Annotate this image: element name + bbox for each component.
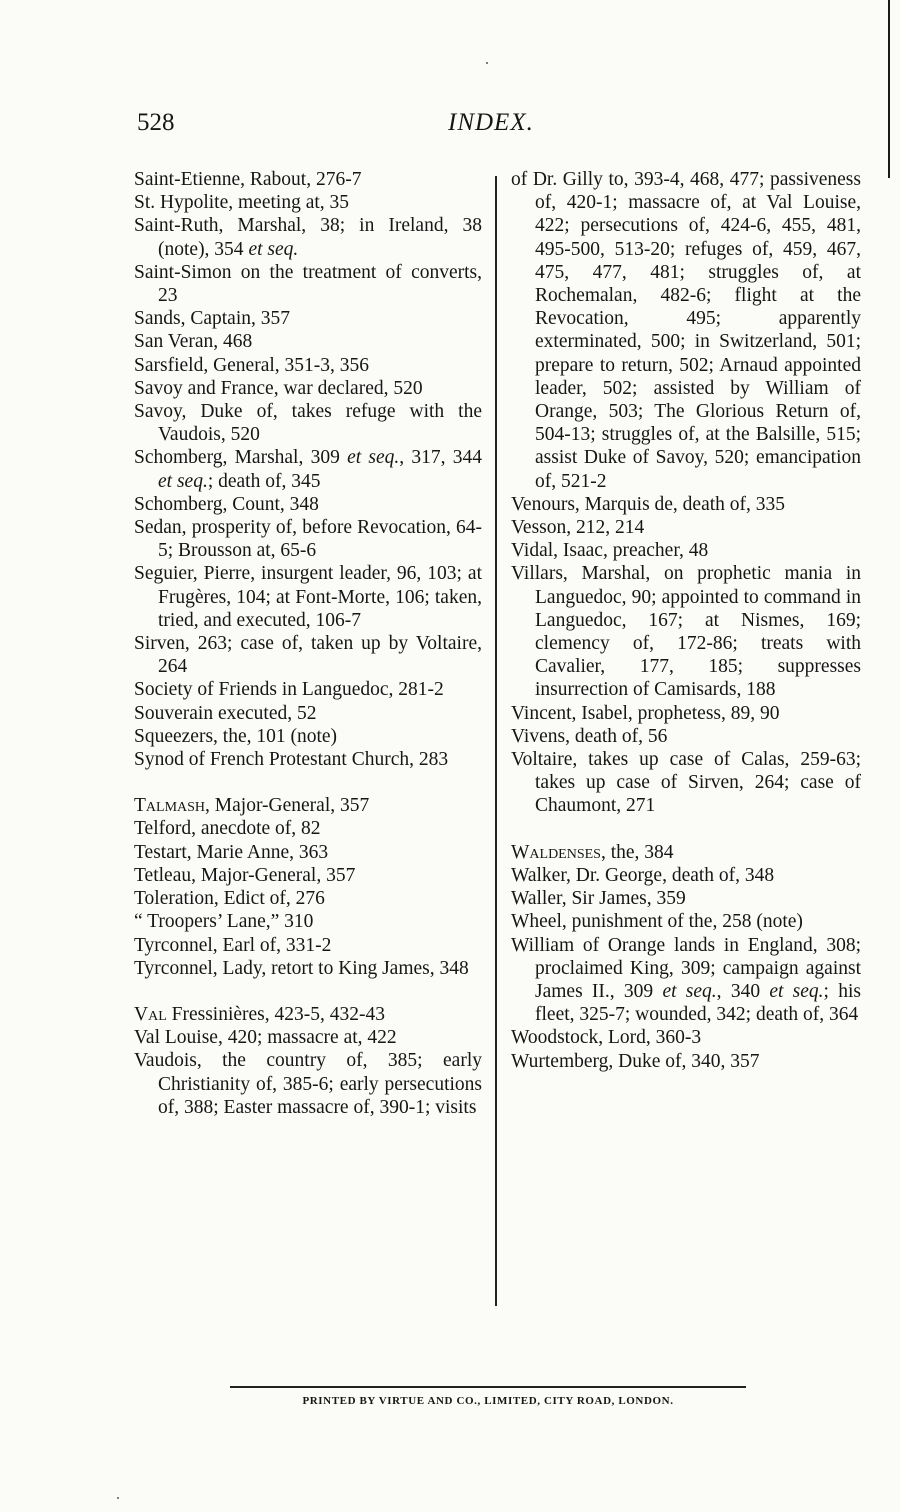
index-entry (134, 678, 482, 701)
entry-text: Savoy, Duke of, takes refuge with the Vaudois, 520 (134, 401, 482, 446)
entry-text: Saint-Simon on the treatment of converts, 23 (134, 261, 482, 307)
entry-text: Schomberg, Count, 348 (134, 493, 319, 515)
index-entry (134, 1026, 482, 1049)
section-gap (511, 818, 861, 841)
index-entry (134, 400, 482, 446)
speck (486, 62, 488, 64)
index-column-left (134, 168, 482, 1119)
entry-text: Venours, Marquis de, death of, 335 (511, 493, 786, 515)
column-divider (495, 176, 497, 1306)
speck (117, 1497, 119, 1499)
entry-lead-word: Waldenses (511, 841, 601, 863)
section-gap (134, 771, 482, 794)
entry-text: Tetleau, Major-General, 357 (134, 864, 356, 886)
entry-text: “ Troopers’ Lane,” 310 (134, 911, 314, 933)
entry-text: Walker, Dr. George, death of, 348 (511, 864, 775, 886)
index-entry (511, 887, 861, 910)
index-entry (511, 841, 861, 864)
entry-text: Sirven, 263; case of, taken up by Voltaire, 264 (134, 633, 482, 678)
entry-text: Savoy and France, war declared, 520 (134, 377, 423, 399)
entry-text: Vivens, death of, 56 (511, 725, 668, 747)
entry-lead-word: Talmash (134, 795, 206, 817)
index-entry (134, 354, 482, 377)
entry-text: Wheel, punishment of the, 258 (note) (511, 911, 803, 933)
entry-text: Fressinières, 423-5, 432-43 (166, 1003, 386, 1025)
index-entry (134, 1049, 482, 1119)
entry-text: Woodstock, Lord, 360-3 (511, 1027, 702, 1049)
entry-text: Schomberg, Marshal, 309 et seq., 317, 344 et seq.; death of, 345 (134, 447, 482, 492)
entry-text: Tyrconnel, Lady, retort to King James, 348 (134, 957, 469, 979)
index-entry (134, 377, 482, 400)
index-entry (134, 562, 482, 632)
index-entry (511, 493, 861, 516)
entry-text: Vincent, Isabel, prophetess, 89, 90 (511, 702, 780, 724)
entry-text: Villars, Marshal, on prophetic mania in Languedoc, 90; appointed to command in Languedoc, 167; at Nismes, 169; clemency of, 172-86; treats with Cavalier, 177, 185; suppresses insurrection of Camisards, 188 (511, 563, 861, 701)
section-gap (134, 980, 482, 1003)
entry-lead-word: Val (134, 1003, 167, 1025)
index-entry (134, 841, 482, 864)
entry-text: Squeezers, the, 101 (note) (134, 725, 338, 747)
entry-text: Souverain executed, 52 (134, 702, 317, 724)
index-entry (134, 934, 482, 957)
entry-text: San Veran, 468 (134, 331, 253, 353)
index-entry (134, 864, 482, 887)
entry-text: Saint-Etienne, Rabout, 276-7 (134, 169, 362, 190)
entry-text: , the, 384 (600, 841, 674, 863)
index-entry (134, 446, 482, 492)
index-entry (134, 214, 482, 260)
index-entry (134, 887, 482, 910)
index-entry (134, 910, 482, 933)
entry-text: Society of Friends in Languedoc, 281-2 (134, 679, 444, 701)
printer-imprint: PRINTED BY VIRTUE AND CO., LIMITED, CITY ROAD, LONDON. (302, 1395, 674, 1407)
index-entry (134, 702, 482, 725)
running-head: INDEX. (448, 109, 534, 136)
margin-rule (888, 0, 890, 178)
footer-rule (230, 1386, 746, 1388)
entry-text: Toleration, Edict of, 276 (134, 888, 325, 910)
entry-text: St. Hypolite, meeting at, 35 (134, 192, 350, 214)
entry-text: William of Orange lands in England, 308; proclaimed King, 309; campaign against James II., 309 et seq., 340 et seq.; his fleet, 325-7; wounded, 342; death of, 364 (511, 934, 861, 1026)
index-entry (511, 1050, 861, 1073)
entry-text: Tyrconnel, Earl of, 331-2 (134, 934, 332, 956)
index-entry (511, 539, 861, 562)
entry-text: Sarsfield, General, 351-3, 356 (134, 354, 370, 376)
index-entry (134, 168, 482, 191)
index-entry (134, 632, 482, 678)
entry-text: Vesson, 212, 214 (511, 517, 645, 539)
entry-text: Sands, Captain, 357 (134, 308, 290, 330)
entry-text: Synod of French Protestant Church, 283 (134, 749, 449, 771)
entry-text: , Major-General, 357 (205, 795, 370, 817)
index-entry (511, 702, 861, 725)
entry-text: Sedan, prosperity of, before Revocation, 64-5; Brousson at, 65-6 (134, 517, 482, 562)
index-entry (134, 1003, 482, 1026)
index-column-right (511, 168, 861, 1073)
entry-text: Val Louise, 420; massacre at, 422 (134, 1027, 397, 1049)
index-entry (134, 307, 482, 330)
entry-text: Saint-Ruth, Marshal, 38; in Ireland, 38 (note), 354 et seq. (134, 215, 482, 260)
index-entry (134, 191, 482, 214)
page-number: 528 (137, 109, 175, 136)
index-entry (511, 562, 861, 701)
entry-text: Seguier, Pierre, insurgent leader, 96, 103; at Frugères, 104; at Font-Morte, 106; taken, tried, and executed, 106-7 (134, 563, 482, 631)
index-entry (134, 794, 482, 817)
index-entry (511, 516, 861, 539)
index-entry (511, 864, 861, 887)
entry-text: Vaudois, the country of, 385; early Christianity of, 385-6; early persecutions of, 388; Easter massacre of, 390-1; visits (134, 1050, 482, 1118)
index-entry (134, 516, 482, 562)
entry-text: Vidal, Isaac, preacher, 48 (511, 540, 709, 562)
index-entry (134, 817, 482, 840)
index-entry (134, 957, 482, 980)
entry-text: Telford, anecdote of, 82 (134, 818, 321, 840)
entry-text: of Dr. Gilly to, 393-4, 468, 477; passiveness of, 420-1; massacre of, at Val Louise, 422; persecutions of, 424-6, 455, 481, 495-500, 513-20; refuges of, 459, 467, 475, 477, 481; struggles of, at Rochemalan, 482-6; flight at the Revocation, 495; apparently exterminated, 500; in Switzerland, 501; prepare to return, 502; Arnaud appointed leader, 502; assisted by William of Orange, 503; The Glorious Return of, 504-13; struggles of, at the Balsille, 515; assist Duke of Savoy, 520; emancipation of, 521-2 (511, 169, 861, 492)
entry-text: Waller, Sir James, 359 (511, 888, 686, 910)
index-entry (134, 493, 482, 516)
index-entry (511, 748, 861, 818)
index-entry (511, 1026, 861, 1049)
index-entry (134, 261, 482, 307)
index-entry (511, 934, 861, 1027)
index-entry (134, 748, 482, 771)
index-entry (134, 330, 482, 353)
index-entry (511, 725, 861, 748)
index-entry (511, 910, 861, 933)
entry-text: Voltaire, takes up case of Calas, 259-63; takes up case of Sirven, 264; case of Chaumont, 271 (511, 749, 861, 817)
entry-text: Wurtemberg, Duke of, 340, 357 (511, 1050, 760, 1072)
index-entry (134, 725, 482, 748)
entry-text: Testart, Marie Anne, 363 (134, 841, 329, 863)
index-entry-continued (511, 168, 861, 493)
